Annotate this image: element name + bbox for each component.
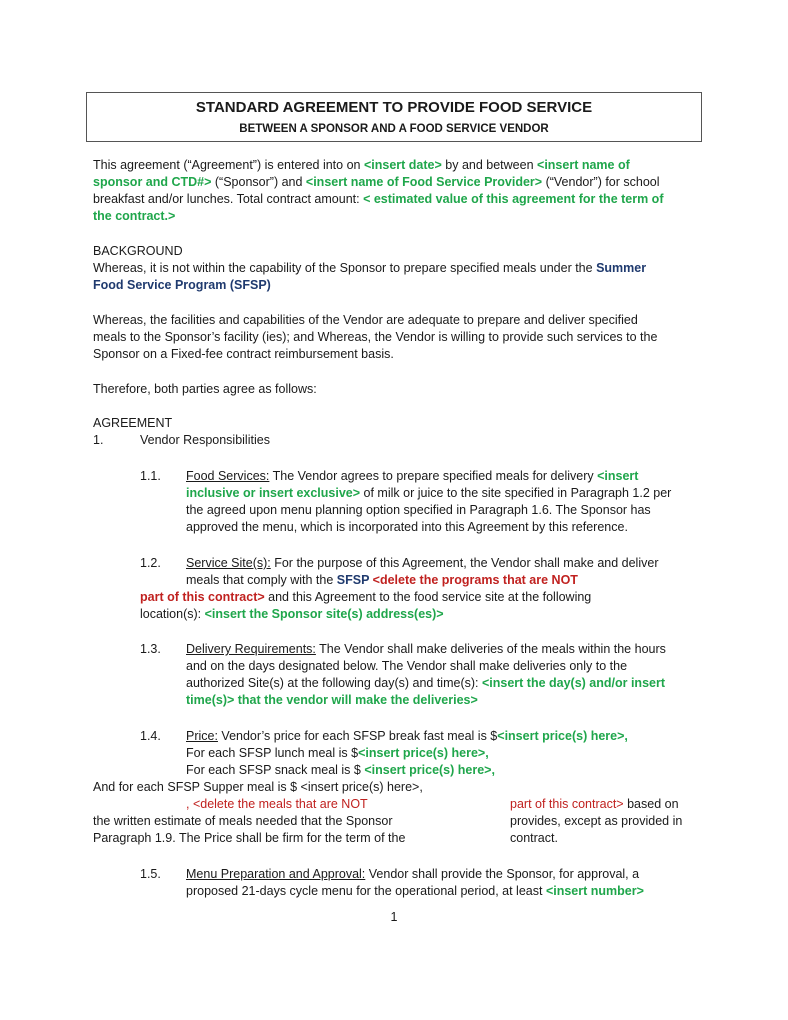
- placeholder-delivery-time: <insert the day(s) and/or insert: [481, 676, 666, 690]
- s12-heading: Service Site(s):: [186, 556, 271, 570]
- s14-line-5-right: [510, 796, 679, 813]
- program-sfsp: SFSP: [336, 573, 370, 587]
- s14-text: For each SFSP snack meal is $: [186, 763, 365, 777]
- s11-line-3: the agreed upon menu planning option specified in Paragraph 1.6. The Sponsor has: [186, 503, 651, 517]
- s14-line-6-right: provides, except as provided in: [510, 814, 683, 828]
- s15-text: proposed 21-days cycle menu for the operational period, at least: [186, 884, 546, 898]
- placeholder-price: <insert price(s) here>,: [497, 729, 628, 743]
- section-1-number: 1.: [93, 433, 104, 447]
- s14-line-3: [186, 762, 495, 779]
- s14-line-7-right: contract.: [510, 831, 558, 845]
- s12-text: For the purpose of this Agreement, the Vendor shall make and deliver: [270, 556, 659, 570]
- s14-text: based on: [623, 797, 679, 811]
- placeholder-price: <insert price(s) here>,: [358, 746, 489, 760]
- s12-line-4: [140, 606, 444, 623]
- intro-text: by and between: [441, 158, 538, 172]
- s12-text: and this Agreement to the food service site at the following: [264, 590, 592, 604]
- s14-number: 1.4.: [140, 729, 161, 743]
- s11-number: 1.1.: [140, 469, 161, 483]
- s14-line-6-left: the written estimate of meals needed that the Sponsor: [93, 814, 393, 828]
- delete-note: part of this contract>: [140, 590, 265, 604]
- background-line-2: Food Service Program (SFSP): [93, 278, 271, 292]
- s14-heading: Price:: [186, 729, 218, 743]
- s14-line-1: [186, 728, 628, 745]
- delete-note: <delete the programs that are NOT: [369, 573, 578, 587]
- placeholder-inclusive: <insert: [597, 469, 639, 483]
- s14-line-5-left: , <delete the meals that are NOT: [186, 797, 368, 811]
- s11-line-1: [186, 468, 638, 485]
- s15-text: Vendor shall provide the Sponsor, for approval, a: [365, 867, 640, 881]
- s12-line-2: [186, 572, 578, 589]
- intro-line-4: the contract.>: [93, 209, 176, 223]
- program-name: Summer: [596, 261, 647, 275]
- placeholder-provider-name: <insert name of Food Service Provider>: [305, 175, 543, 189]
- background-heading: BACKGROUND: [93, 244, 183, 258]
- s12-text: location(s):: [140, 607, 205, 621]
- document-subtitle: BETWEEN A SPONSOR AND A FOOD SERVICE VENDOR: [239, 123, 549, 135]
- placeholder-number: <insert number>: [545, 884, 644, 898]
- whereas-line-3: Sponsor on a Fixed-fee contract reimbursement basis.: [93, 347, 394, 361]
- s11-heading: Food Services:: [186, 469, 270, 483]
- intro-text: breakfast and/or lunches. Total contract amount:: [93, 192, 364, 206]
- s13-line-1: [186, 641, 666, 658]
- placeholder-price: <insert price(s) here>,: [364, 763, 495, 777]
- placeholder-contract-value: < estimated value of this agreement for the term of: [363, 192, 664, 206]
- placeholder-inclusive: inclusive or insert exclusive>: [186, 486, 361, 500]
- intro-line-3: [93, 191, 663, 208]
- s14-text: Vendor’s price for each SFSP break fast meal is $: [217, 729, 498, 743]
- therefore-line: Therefore, both parties agree as follows:: [93, 382, 317, 396]
- s14-text: For each SFSP lunch meal is $: [186, 746, 359, 760]
- placeholder-sponsor-name: <insert name of: [537, 158, 630, 172]
- placeholder-site-address: <insert the Sponsor site(s) address(es)>: [204, 607, 444, 621]
- s11-line-2: [186, 485, 671, 502]
- title-box: [86, 92, 702, 142]
- s14-line-2: [186, 745, 489, 762]
- s11-line-4: approved the menu, which is incorporated into this Agreement by this reference.: [186, 520, 628, 534]
- whereas-line-1: Whereas, the facilities and capabilities of the Vendor are adequate to prepare and deliver specified: [93, 313, 638, 327]
- placeholder-sponsor-name: sponsor and CTD#>: [93, 175, 212, 189]
- intro-text: (“Vendor”) for school: [542, 175, 660, 189]
- intro-text: (“Sponsor”) and: [211, 175, 306, 189]
- s13-text: The Vendor shall make deliveries of the meals within the hours: [315, 642, 666, 656]
- background-text: Whereas, it is not within the capability of the Sponsor to prepare specified meals under the: [93, 261, 597, 275]
- delete-note: part of this contract>: [510, 797, 624, 811]
- s15-number: 1.5.: [140, 867, 161, 881]
- placeholder-date: <insert date>: [363, 158, 442, 172]
- s13-number: 1.3.: [140, 642, 161, 656]
- s11-text: of milk or juice to the site specified in Paragraph 1.2 per: [360, 486, 672, 500]
- intro-text: This agreement (“Agreement”) is entered into on: [93, 158, 364, 172]
- s11-text: The Vendor agrees to prepare specified meals for delivery: [269, 469, 598, 483]
- s13-line-2: and on the days designated below. The Vendor shall make deliveries only to the: [186, 659, 628, 673]
- s12-line-3: [140, 589, 591, 606]
- s15-line-2: [186, 883, 644, 900]
- s13-heading: Delivery Requirements:: [186, 642, 316, 656]
- s13-line-4: time(s)> that the vendor will make the deliveries>: [186, 693, 478, 707]
- s14-line-7-left: Paragraph 1.9. The Price shall be firm for the term of the: [93, 831, 406, 845]
- s12-text: meals that comply with the: [186, 573, 337, 587]
- s14-line-4: And for each SFSP Supper meal is $ <insert price(s) here>,: [93, 780, 423, 794]
- intro-line-2: [93, 174, 660, 191]
- document-title: STANDARD AGREEMENT TO PROVIDE FOOD SERVICE: [195, 99, 593, 116]
- s15-heading: Menu Preparation and Approval:: [186, 867, 366, 881]
- whereas-line-2: meals to the Sponsor’s facility (ies); and Whereas, the Vendor is willing to provide such services to the: [93, 330, 658, 344]
- s12-number: 1.2.: [140, 556, 161, 570]
- s15-line-1: [186, 866, 639, 883]
- s13-text: authorized Site(s) at the following day(s) and time(s):: [186, 676, 482, 690]
- s13-line-3: [186, 675, 665, 692]
- page-number: 1: [390, 910, 398, 924]
- section-1-title: Vendor Responsibilities: [140, 433, 270, 447]
- intro-line-1: [93, 157, 630, 174]
- agreement-heading: AGREEMENT: [93, 416, 173, 430]
- background-line-1: [93, 260, 646, 277]
- s12-line-1: [186, 555, 658, 572]
